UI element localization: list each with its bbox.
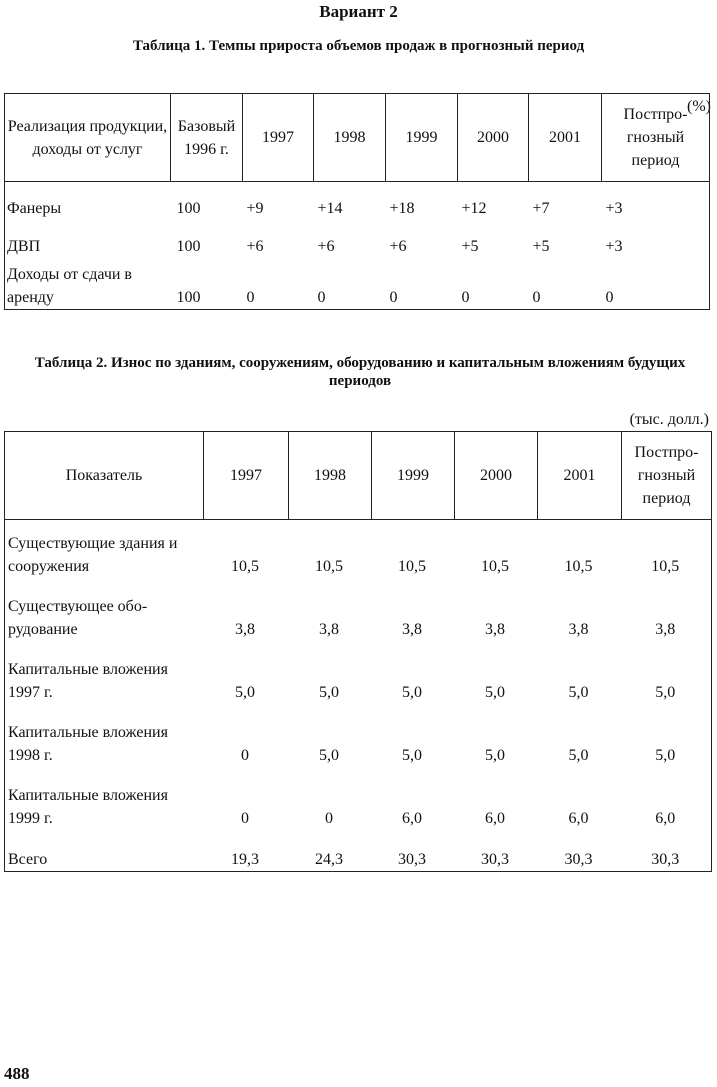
- row-label: Всего: [8, 851, 48, 868]
- table-cell: +6: [389, 237, 407, 255]
- row-label: Капитальные вложения 1998 г.: [8, 723, 168, 764]
- table-cell: 6,0: [402, 809, 422, 827]
- table-cell: 5,0: [319, 683, 339, 701]
- table-cell: 5,0: [235, 683, 255, 701]
- table-cell: +6: [317, 237, 335, 255]
- table-cell: 0: [389, 289, 398, 306]
- table-cell: 5,0: [485, 746, 505, 764]
- table-cell: 100: [176, 199, 201, 217]
- table-cell: +12: [461, 199, 487, 217]
- table-cell: 0: [241, 746, 249, 764]
- column-header: 2001: [529, 94, 602, 182]
- table-cell: 0: [532, 289, 541, 306]
- table-row: [5, 520, 712, 578]
- table-cell: +6: [246, 237, 264, 255]
- table-cell: 10,5: [481, 557, 509, 575]
- table-cell: 3,8: [568, 620, 589, 638]
- row-label: ДВП: [7, 237, 41, 255]
- table-cell: 5,0: [402, 746, 422, 764]
- table1-title: Таблица 1. Темпы прироста объемов продаж в прогнозный период: [132, 38, 585, 54]
- variant-heading: Вариант 2: [319, 2, 398, 21]
- table-cell: 5,0: [485, 683, 505, 701]
- column-header: 1999: [372, 432, 455, 520]
- sales-growth-table: [4, 93, 710, 310]
- table-cell: 10,5: [651, 557, 680, 575]
- column-header: Постпрогнозный период: [602, 94, 710, 182]
- table-row: [5, 704, 712, 767]
- row-label: Капитальные вложения 1999 г.: [8, 786, 168, 827]
- table-header-row: [5, 432, 712, 520]
- column-header: Показатель: [5, 432, 204, 520]
- table-cell: 0: [461, 289, 470, 306]
- table-cell: 30,3: [564, 851, 593, 868]
- table-cell: 30,3: [481, 851, 509, 868]
- table-cell: 6,0: [568, 809, 589, 827]
- column-header: 1997: [243, 94, 314, 182]
- table-cell: 5,0: [319, 746, 339, 764]
- table1-unit: (%): [687, 98, 711, 115]
- table-cell: 24,3: [315, 851, 343, 868]
- table-cell: +18: [389, 199, 415, 217]
- table-cell: 0: [605, 289, 614, 306]
- table-cell: 3,8: [319, 620, 339, 638]
- table-cell: 10,5: [564, 557, 593, 575]
- table-row: [5, 578, 712, 641]
- column-header: 1998: [289, 432, 372, 520]
- row-label: Существующие здания и сооружения: [8, 534, 178, 575]
- table-cell: 3,8: [655, 620, 676, 638]
- row-label: Капитальные вложения 1997 г.: [8, 660, 168, 701]
- table-cell: +3: [605, 199, 623, 217]
- table-row: [5, 220, 710, 258]
- table-cell: 6,0: [655, 809, 676, 827]
- row-label: Фанеры: [7, 199, 62, 217]
- row-label: Доходы от сдачи в аренду: [7, 266, 132, 306]
- table-cell: 5,0: [655, 746, 676, 764]
- table-cell: 100: [176, 237, 201, 255]
- table-cell: 10,5: [315, 557, 343, 575]
- table-cell: 19,3: [231, 851, 259, 868]
- table-row: [5, 830, 712, 872]
- table-cell: 5,0: [568, 746, 589, 764]
- table-row: [5, 641, 712, 704]
- column-header: 2001: [538, 432, 622, 520]
- table-cell: +5: [532, 237, 550, 255]
- table-header-row: [5, 94, 710, 182]
- column-header: 1998: [314, 94, 386, 182]
- table-cell: 0: [325, 809, 333, 827]
- table-cell: 0: [246, 289, 255, 306]
- table-cell: 0: [317, 289, 326, 306]
- column-header: Постпрогнозный период: [622, 432, 712, 520]
- page-number: 488: [4, 1064, 30, 1083]
- table-cell: 0: [241, 809, 249, 827]
- table2-unit: (тыс. долл.): [629, 411, 709, 428]
- table-cell: +14: [317, 199, 343, 217]
- table-row: [5, 258, 710, 310]
- table-cell: 3,8: [402, 620, 422, 638]
- column-header: 1997: [204, 432, 289, 520]
- table2-title: Таблица 2. Износ по зданиям, сооружениям, оборудованию и капитальным вложениям будущих периодов: [34, 355, 686, 389]
- table-cell: 3,8: [485, 620, 505, 638]
- table-cell: 100: [176, 289, 201, 306]
- table-cell: 6,0: [485, 809, 505, 827]
- table-cell: 30,3: [651, 851, 680, 868]
- table-cell: 10,5: [398, 557, 426, 575]
- table-cell: 3,8: [235, 620, 255, 638]
- table-row: [5, 767, 712, 830]
- table-cell: +7: [532, 199, 550, 217]
- table-cell: +5: [461, 237, 479, 255]
- column-header: 2000: [458, 94, 529, 182]
- column-header: Реализация продукции, доходы от услуг: [5, 94, 171, 182]
- column-header: 1999: [386, 94, 458, 182]
- table-cell: +3: [605, 237, 623, 255]
- column-header: Базовый 1996 г.: [171, 94, 243, 182]
- table-row: [5, 182, 710, 220]
- depreciation-table: [4, 431, 712, 872]
- table-cell: 5,0: [655, 683, 676, 701]
- column-header: 2000: [455, 432, 538, 520]
- table-cell: 30,3: [398, 851, 426, 868]
- row-label: Существующее оборудование: [8, 597, 148, 638]
- table-cell: 10,5: [231, 557, 259, 575]
- table-cell: 5,0: [402, 683, 422, 701]
- table-cell: 5,0: [568, 683, 589, 701]
- table-cell: +9: [246, 199, 264, 217]
